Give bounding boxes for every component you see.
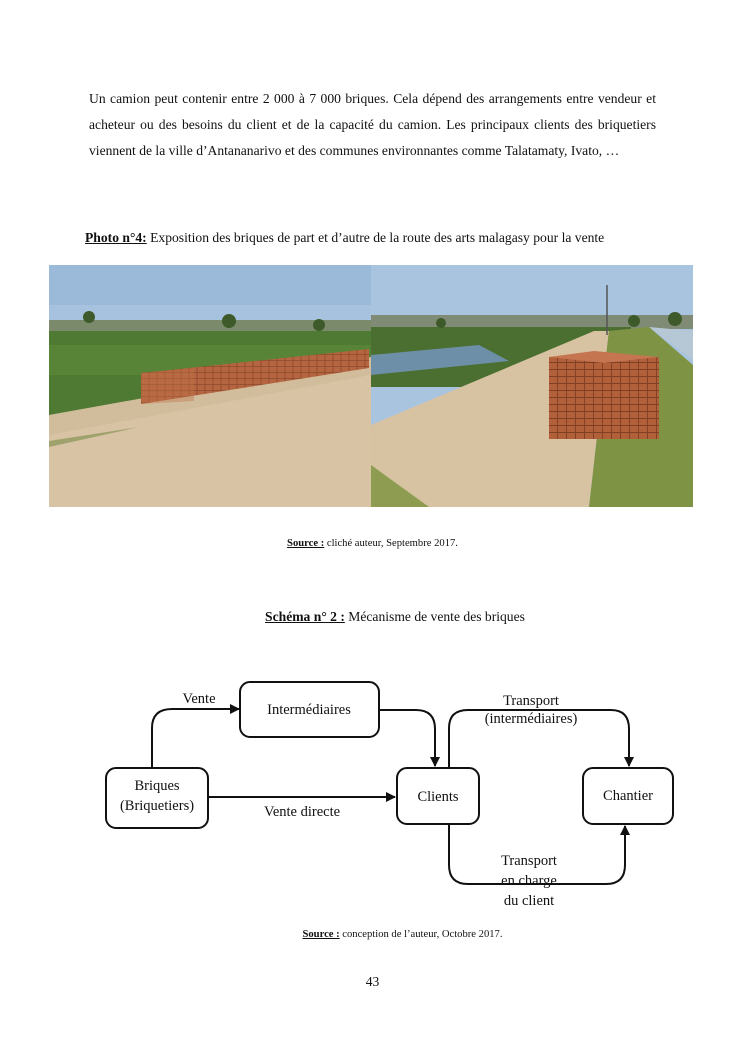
- photo-right: [371, 265, 693, 507]
- photo-caption-label: Photo n°4:: [85, 230, 147, 245]
- photo-source-text: cliché auteur, Septembre 2017.: [324, 538, 458, 549]
- schema-title-label: Schéma n° 2 :: [265, 609, 345, 624]
- edge-transport-client-label1: Transport: [501, 853, 557, 869]
- edge-inter-clients: [379, 710, 435, 766]
- node-intermediaires-label: Intermédiaires: [267, 702, 351, 718]
- edge-transport-client-label3: du client: [503, 893, 555, 909]
- photo-caption: [85, 230, 705, 246]
- node-clients-label: Clients: [417, 789, 459, 805]
- diagram-source: [0, 929, 745, 940]
- node-chantier-label: Chantier: [603, 788, 653, 804]
- photo-brick-display: [49, 265, 693, 507]
- page-number: 43: [365, 974, 380, 989]
- schema-title: [0, 609, 745, 625]
- diagram-source-text: conception de l’auteur, Octobre 2017.: [339, 929, 503, 940]
- schema-title-text: Mécanisme de vente des briques: [344, 609, 525, 624]
- edge-vente-directe-label: Vente directe: [263, 804, 341, 820]
- photo-left: [49, 265, 371, 507]
- diagram-source-label: Source :: [302, 929, 340, 940]
- node-briques-label2: (Briquetiers): [119, 798, 195, 814]
- body-paragraph: Un camion peut contenir entre 2 000 à 7 000 briques. Cela dépend des arrangements entre vendeur et acheteur ou des besoins du client et de la capacité du camion. Les principaux clients des briquetiers viennent de la ville d’Antananarivo et des communes environnantes comme Talatamaty, Ivato, …: [89, 91, 656, 158]
- node-briques-label1: Briques: [134, 778, 180, 794]
- edge-vente: [152, 709, 239, 768]
- sales-flow-diagram: [0, 660, 745, 920]
- photo-source: [0, 538, 745, 549]
- edge-vente-label: Vente: [182, 691, 216, 707]
- edge-transport-inter-label1: Transport: [503, 693, 559, 709]
- photo-caption-text: Exposition des briques de part et d’autre de la route des arts malagasy pour la vente: [146, 230, 605, 245]
- edge-transport-inter-label2: (intermédiaires): [484, 711, 578, 727]
- photo-source-label: Source :: [287, 538, 325, 549]
- edge-transport-client-label2: en charge: [501, 873, 557, 889]
